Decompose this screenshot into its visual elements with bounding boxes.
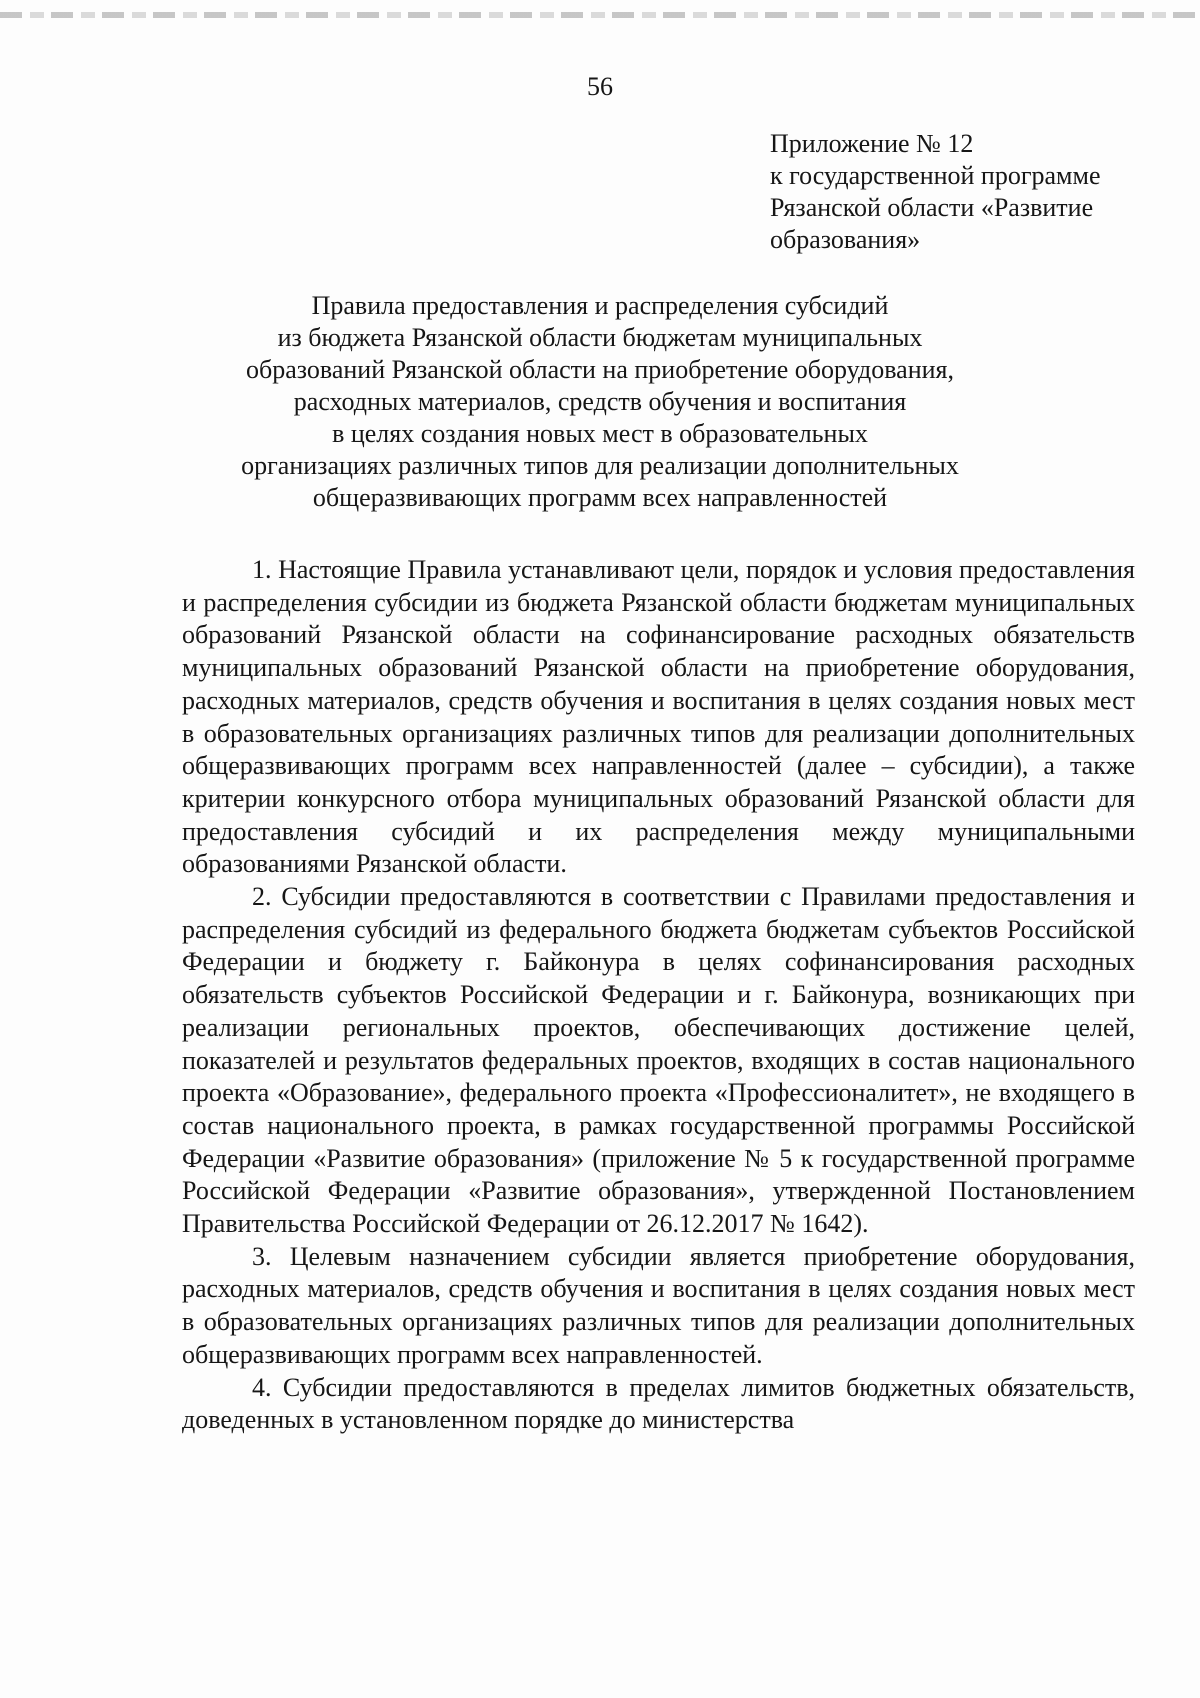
appendix-line: Приложение № 12 (770, 129, 974, 158)
paragraph-number: 2. (252, 882, 272, 912)
title-line: образований Рязанской области на приобретение оборудования, (246, 355, 954, 384)
paragraph-1 (182, 554, 1135, 881)
scan-edge-artifact (0, 12, 1200, 18)
paragraph-2 (182, 881, 1135, 1241)
title-line: расходных материалов, средств обучения и воспитания (293, 387, 907, 416)
paragraph-4 (182, 1372, 1135, 1437)
paragraph-number: 1. (252, 555, 272, 584)
appendix-line: к государственной программе (770, 161, 1101, 190)
paragraph-text: Целевым назначением субсидии является приобретение оборудования, расходных материалов, средств обучения и воспитания в целях создания новых мест в образовательных организациях различных типов для реализации дополнительных общеразвивающих программ всех направленностей. (182, 1241, 1135, 1369)
title-line: в целях создания новых мест в образовательных (332, 419, 868, 448)
paragraph-text: Настоящие Правила устанавливают цели, порядок и условия предоставления и распределения субсидии из бюджета Рязанской области бюджетам муниципальных образований Рязанской области на софинансирование расходных обязательств муниципальных образований Рязанской области на приобретение оборудования, расходных материалов, средств обучения и воспитания в целях создания новых мест в образовательных организациях различных типов для реализации дополнительных общеразвивающих программ всех направленностей (далее – субсидии), а также критерии конкурсного отбора муниципальных образований Рязанской области для предоставления субсидий и их распределения между муниципальными образованиями Рязанской области. (182, 555, 1135, 879)
document-body (182, 554, 1135, 1437)
paragraph-text: Субсидии предоставляются в соответствии с Правилами предоставления и распределения субсидий из федерального бюджета бюджетам субъектов Российской Федерации и бюджету г. Байконура в целях софинансирования расходных обязательств субъектов Российской Федерации и г. Байконура, возникающих при реализации региональных проектов, обеспечивающих достижение целей, показателей и результатов федеральных проектов, входящих в состав национального проекта «Образование», федерального проекта «Профессионалитет», не входящего в состав национального проекта, в рамках государственной программы Российской Федерации «Развитие образования» (приложение № 5 к государственной программе Российской Федерации «Развитие образования», утвержденной Постановлением Правительства Российской Федерации от 26.12.2017 № 1642). (182, 882, 1136, 1239)
page-number: 56 (587, 72, 613, 101)
paragraph-text: Субсидии предоставляются в пределах лимитов бюджетных обязательств, доведенных в установленном порядке до министерства (182, 1372, 1136, 1435)
paragraph-number: 4. (252, 1372, 272, 1402)
title-line: организациях различных типов для реализации дополнительных (241, 451, 959, 480)
appendix-line: образования» (770, 225, 921, 254)
appendix-header (770, 128, 1180, 256)
title-line: общеразвивающих программ всех направленностей (312, 483, 888, 512)
title-line: из бюджета Рязанской области бюджетам муниципальных (277, 323, 923, 352)
document-title (150, 290, 1050, 514)
appendix-line: Рязанской области «Развитие (770, 193, 1094, 222)
paragraph-number: 3. (252, 1241, 272, 1271)
title-line: Правила предоставления и распределения субсидий (311, 291, 889, 320)
paragraph-3 (182, 1241, 1135, 1372)
